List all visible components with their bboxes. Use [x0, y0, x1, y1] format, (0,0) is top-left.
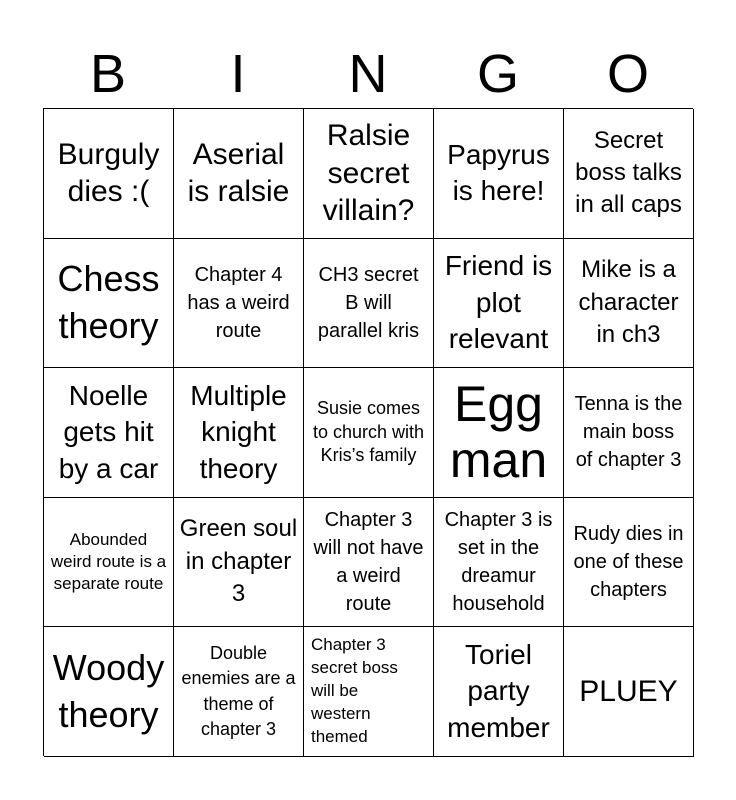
header-letter-g: G	[476, 44, 519, 104]
bingo-cell[interactable]: Chapter 4 has a weird route	[174, 239, 304, 369]
bingo-cell[interactable]: Chapter 3 secret boss will be western themed	[304, 627, 434, 757]
bingo-cell[interactable]: Mike is a character in ch3	[564, 239, 694, 369]
bingo-cell[interactable]: Rudy dies in one of these chapters	[564, 498, 694, 628]
bingo-header	[43, 40, 693, 108]
header-letter-b: B	[89, 44, 127, 104]
bingo-cell[interactable]: Chess theory	[44, 239, 174, 369]
bingo-cell[interactable]: Secret boss talks in all caps	[564, 109, 694, 239]
bingo-cell[interactable]: Burguly dies :(	[44, 109, 174, 239]
bingo-cell[interactable]: Multiple knight theory	[174, 368, 304, 498]
bingo-cell[interactable]: Chapter 3 will not have a weird route	[304, 498, 434, 628]
bingo-cell[interactable]: Abounded weird route is a separate route	[44, 498, 174, 628]
bingo-cell[interactable]: Noelle gets hit by a car	[44, 368, 174, 498]
bingo-cell[interactable]: Ralsie secret villain?	[304, 109, 434, 239]
bingo-cell[interactable]: Toriel party member	[434, 627, 564, 757]
bingo-cell[interactable]: Tenna is the main boss of chapter 3	[564, 368, 694, 498]
bingo-cell[interactable]: Chapter 3 is set in the dreamur household	[434, 498, 564, 628]
bingo-cell[interactable]: Green soul in chapter 3	[174, 498, 304, 628]
bingo-cell[interactable]: Susie comes to church with Kris’s family	[304, 368, 434, 498]
header-letter-n: N	[348, 44, 388, 104]
header-letter-o: O	[606, 44, 649, 104]
bingo-cell[interactable]: Friend is plot relevant	[434, 239, 564, 369]
bingo-cell[interactable]: Aserial is ralsie	[174, 109, 304, 239]
header-letter-i: I	[230, 44, 246, 104]
bingo-cell[interactable]: Egg man	[434, 368, 564, 498]
bingo-cell[interactable]: Double enemies are a theme of chapter 3	[174, 627, 304, 757]
bingo-cell[interactable]: PLUEY	[564, 627, 694, 757]
bingo-cell[interactable]: CH3 secret B will parallel kris	[304, 239, 434, 369]
bingo-cell[interactable]: Papyrus is here!	[434, 109, 564, 239]
bingo-cell[interactable]: Woody theory	[44, 627, 174, 757]
bingo-board	[43, 108, 693, 756]
